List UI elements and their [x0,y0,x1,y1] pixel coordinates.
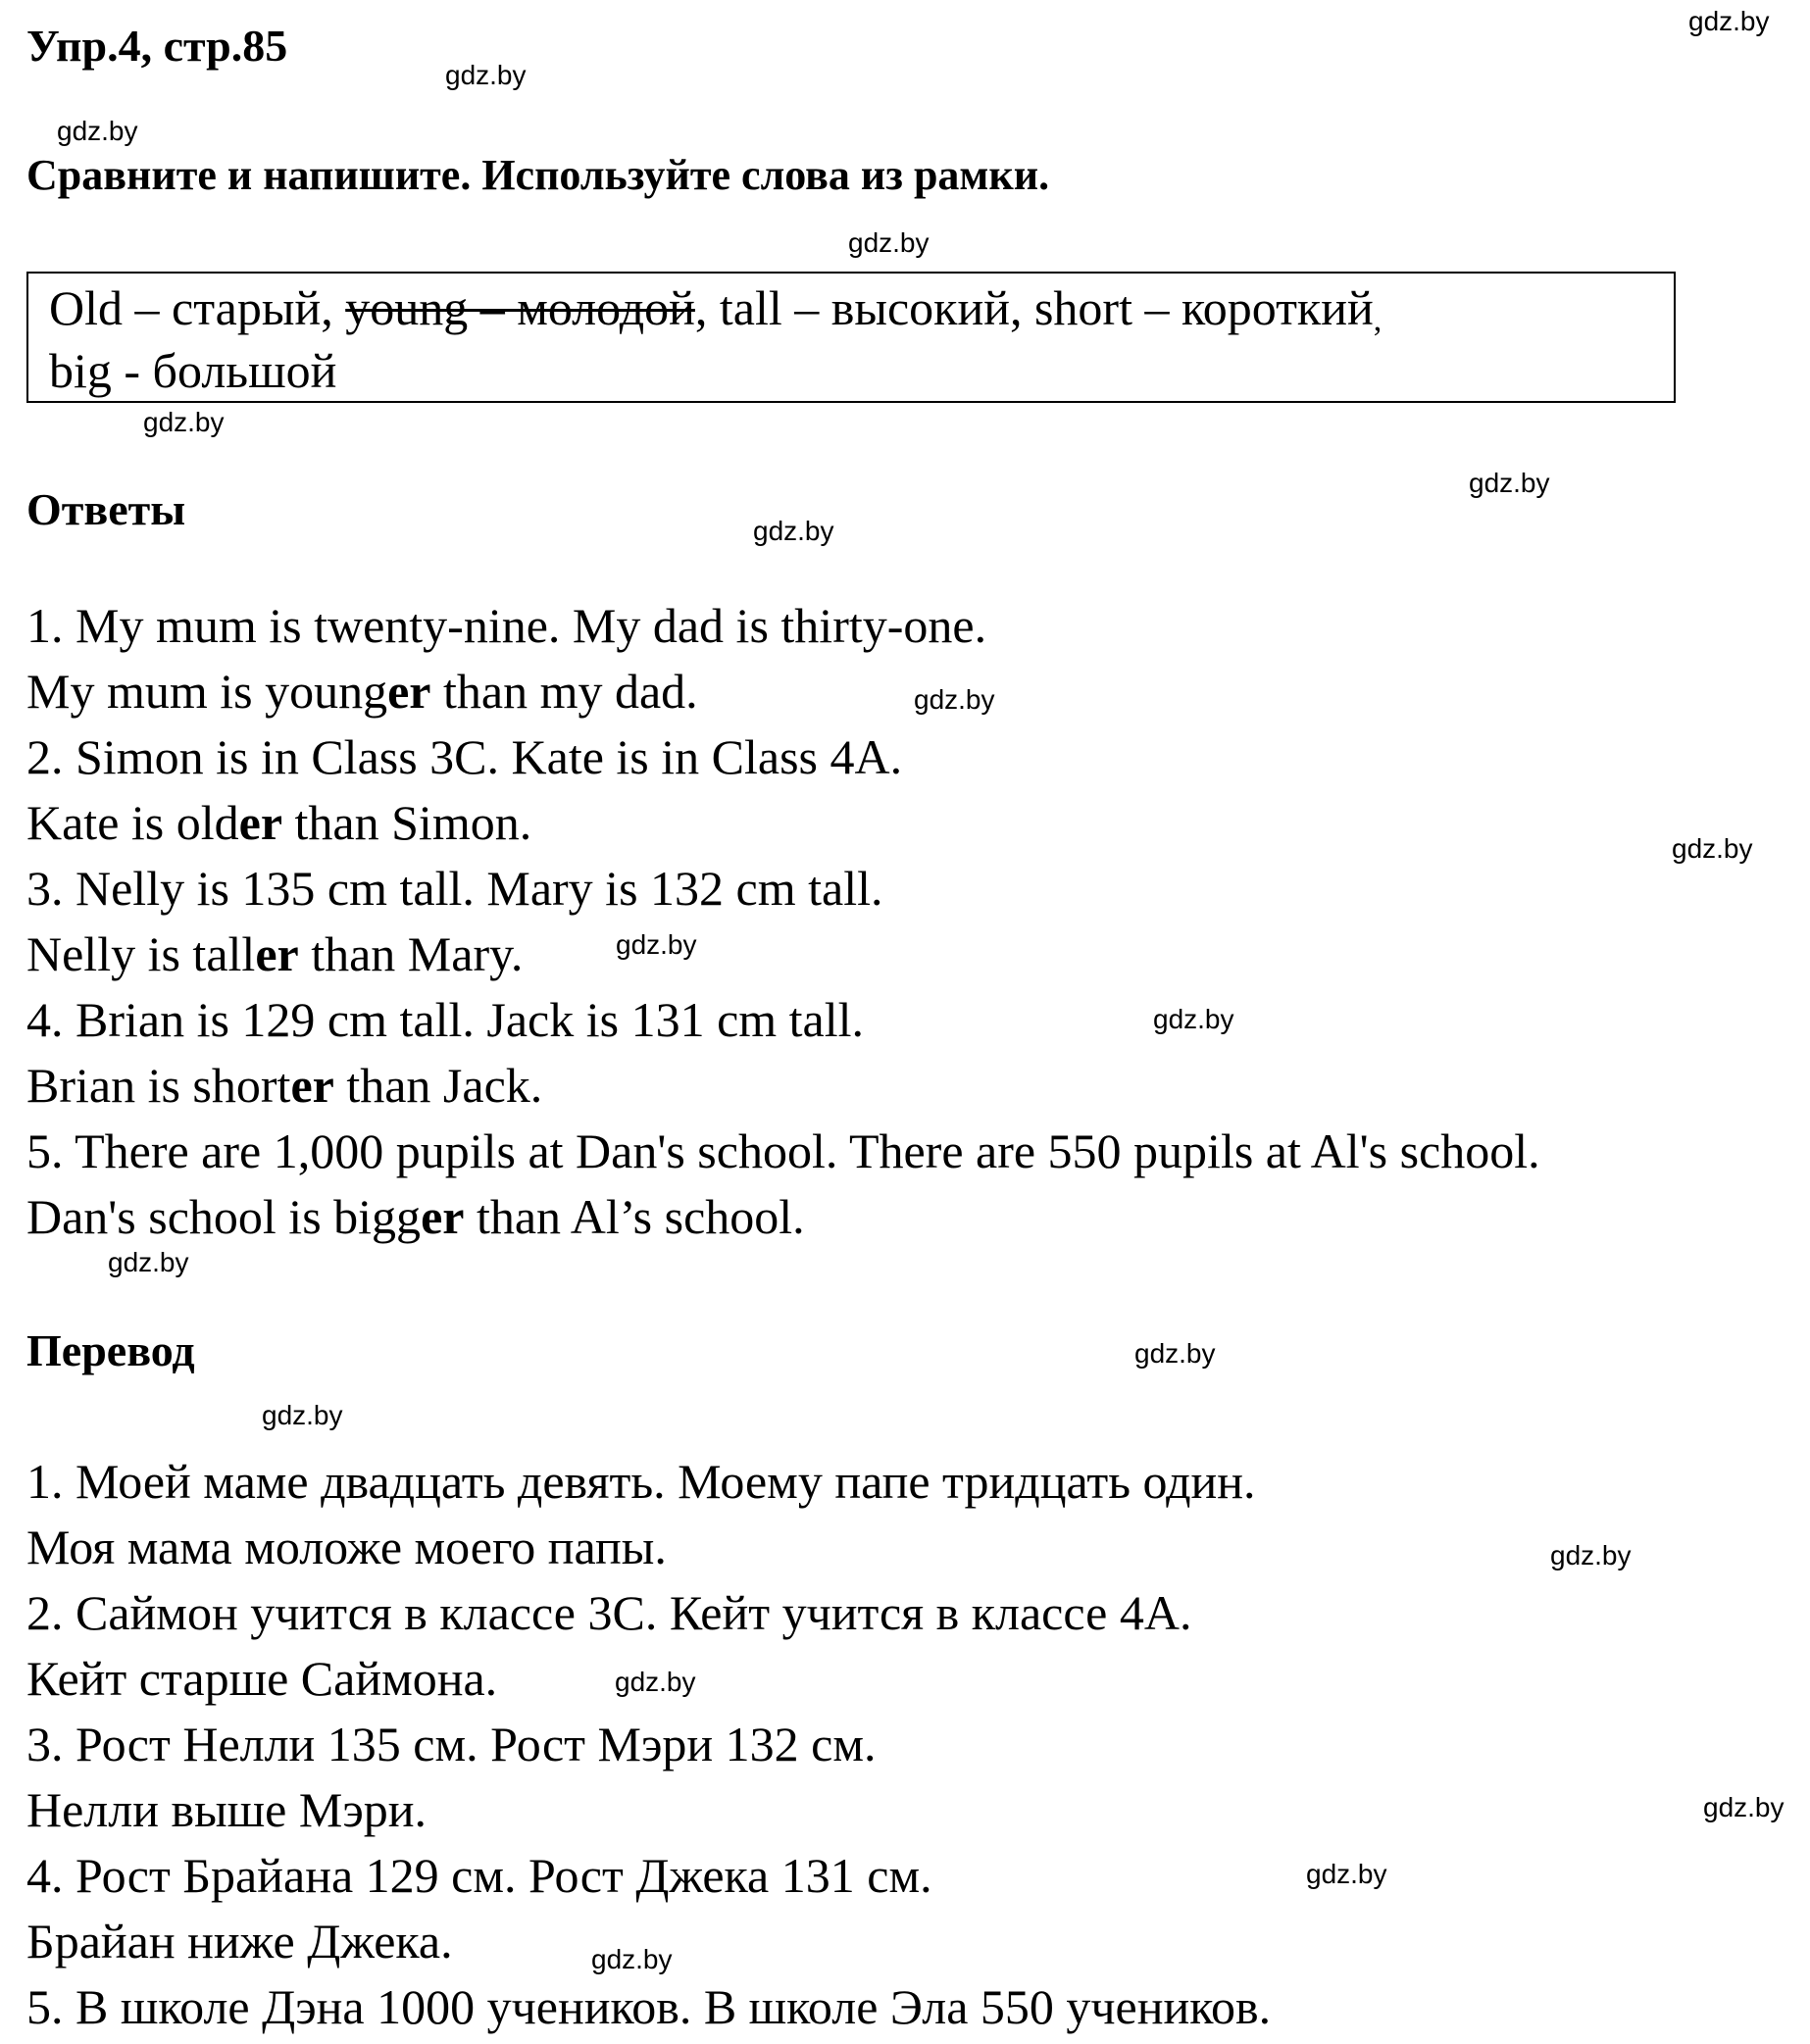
watermark: gdz.by [1153,1004,1234,1034]
watermark: gdz.by [616,929,697,960]
answers-heading: Ответы [26,484,186,534]
translation-heading: Перевод [26,1325,195,1375]
answer-2-question: 2. Simon is in Class 3C. Kate is in Class 4A. [26,729,903,784]
answer-3-pre: Nelly is tall [26,926,256,981]
watermark: gdz.by [1550,1540,1632,1570]
watermark: gdz.by [753,516,834,546]
translation-line-1: 1. Моей маме двадцать девять. Моему папе тридцать один. [26,1454,1256,1509]
answer-4-question: 4. Brian is 129 cm tall. Jack is 131 cm tall. [26,992,865,1047]
answer-1-question: 1. My mum is twenty-nine. My dad is thirty-one. [26,598,987,653]
word-box-line-2: big - большой [49,343,337,398]
exercise-title: Упр.4, стр.85 [26,21,288,71]
translation-line-2: Моя мама моложе моего папы. [26,1520,667,1574]
word-old: Old – старый, [49,280,346,335]
word-tall-short: , tall – высокий, short – короткий [694,280,1374,335]
translation-line-8: Брайан ниже Джека. [26,1914,453,1969]
watermark: gdz.by [1306,1859,1387,1889]
watermark: gdz.by [914,684,995,715]
watermark: gdz.by [1469,468,1550,498]
watermark: gdz.by [445,60,527,90]
answer-3-post: than Mary. [298,926,524,981]
watermark: gdz.by [143,407,225,437]
answer-2-pre: Kate is old [26,795,239,850]
answer-5-pre: Dan's school is bigg [26,1189,422,1244]
answer-4-sentence [26,1058,543,1113]
watermark: gdz.by [262,1400,343,1430]
task-instruction: Сравните и напишите. Используйте слова из рамки. [26,151,1050,199]
answer-2-post: than Simon. [282,795,532,850]
answer-2-suffix: er [238,795,283,850]
answer-3-sentence [26,926,524,981]
answer-4-pre: Brian is short [26,1058,291,1113]
translation-line-3: 2. Саймон учится в классе 3C. Кейт учится в классе 4A. [26,1585,1192,1640]
watermark: gdz.by [848,227,930,258]
translation-line-5: 3. Рост Нелли 135 см. Рост Мэри 132 см. [26,1717,877,1771]
translation-line-4: Кейт старше Саймона. [26,1651,498,1706]
answer-5-suffix: er [421,1189,465,1244]
translation-line-9: 5. В школе Дэна 1000 учеников. В школе Эла 550 учеников. [26,1979,1272,2034]
answer-4-suffix: er [290,1058,334,1113]
answer-3-question: 3. Nelly is 135 cm tall. Mary is 132 cm tall. [26,861,883,916]
watermark: gdz.by [108,1247,189,1277]
watermark: gdz.by [1703,1792,1785,1822]
word-box-line-1 [49,280,1383,338]
answer-4-post: than Jack. [333,1058,543,1113]
watermark: gdz.by [1688,6,1770,36]
watermark: gdz.by [615,1667,696,1697]
answer-5-post: than Al’s school. [464,1189,805,1244]
watermark: gdz.by [57,116,138,146]
word-box-comma: , [1373,302,1383,338]
watermark: gdz.by [591,1944,673,1974]
answer-5-question: 5. There are 1,000 pupils at Dan's school. There are 550 pupils at Al's school. [26,1123,1540,1178]
answer-5-sentence [26,1189,805,1244]
answer-1-post: than my dad. [430,664,698,719]
answer-2-sentence [26,795,532,850]
answer-1-sentence [26,664,698,719]
word-box [26,272,1676,403]
watermark: gdz.by [1672,833,1753,864]
answer-1-suffix: er [387,664,431,719]
watermark: gdz.by [1134,1338,1216,1369]
word-young-struck: young – молодой [345,280,695,335]
answer-1-pre: My mum is young [26,664,388,719]
translation-line-7: 4. Рост Брайана 129 см. Рост Джека 131 см. [26,1848,932,1903]
answer-3-suffix: er [255,926,299,981]
translation-line-6: Нелли выше Мэри. [26,1782,427,1837]
